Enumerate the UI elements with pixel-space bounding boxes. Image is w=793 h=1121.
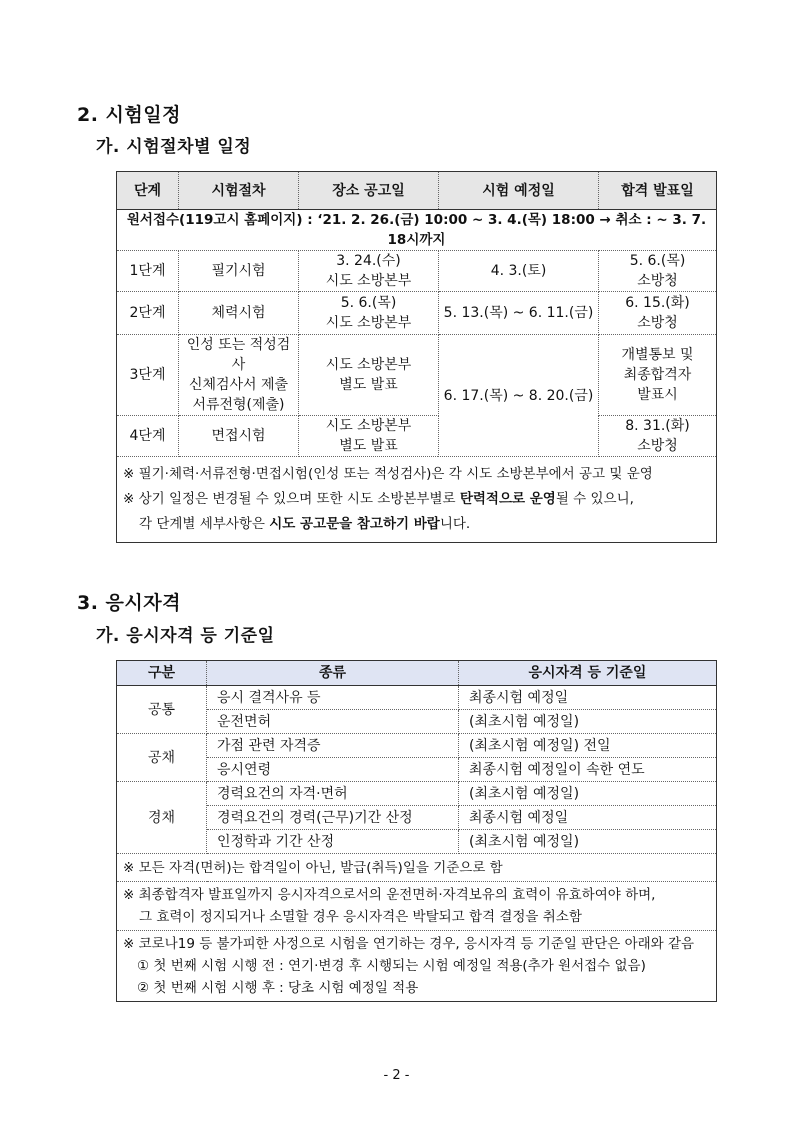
place-cell [299,292,439,335]
table-row [117,734,717,758]
result-date: 8. 31.(화) [625,418,690,434]
application-row [117,210,717,251]
result-line: 발표시 [637,387,678,403]
place-date: 5. 6.(목) [340,295,397,311]
exam-schedule-table [116,171,717,543]
section-3-title: 3. 응시자격 [77,592,181,614]
header-cell: 시험 예정일 [439,172,599,210]
note-line: ② 첫 번째 시험 시행 후 : 당초 시험 예정일 적용 [137,980,419,996]
notes-row [117,882,717,931]
procedure-cell: 면접시험 [179,416,299,457]
procedure-cell: 필기시험 [179,251,299,292]
exam-date-cell: 6. 17.(목) ~ 8. 20.(금) [439,335,599,457]
basis-cell: 최종시험 예정일 [459,806,717,830]
procedure-cell: 체력시험 [179,292,299,335]
item-cell: 경력요건의 경력(근무)기간 산정 [207,806,459,830]
note-text: ※ 상기 일정은 변경될 수 있으며 또한 시도 소방본부별로 [123,491,460,507]
result-date: 5. 6.(목) [629,253,686,269]
stage-cell: 1단계 [117,251,179,292]
group-cell: 공통 [117,686,207,734]
basis-cell: (최초시험 예정일) [459,782,717,806]
table-row [117,710,717,734]
section-2-subtitle: 가. 시험절차별 일정 [96,137,252,157]
note-cell: ※ 모든 자격(면허)는 합격일이 아닌, 발급(취득)일을 기준으로 함 [117,854,717,882]
table-row [117,806,717,830]
application-period: 원서접수(119고시 홈페이지) : ‘21. 2. 26.(금) 10:00 ~ 3. 4.(목) 18:00 → 취소 : ~ 3. 7. 18시까지 [117,210,717,251]
notes-row [117,931,717,1002]
place-note: 별도 발표 [339,438,398,454]
result-cell [599,292,717,335]
procedure-line: 인성 또는 적성검사 [186,337,291,373]
item-cell: 경력요건의 자격·면허 [207,782,459,806]
basis-cell: (최초시험 예정일) 전일 [459,734,717,758]
group-cell: 경채 [117,782,207,854]
procedure-cell [179,335,299,416]
notes-row [117,457,717,543]
schedule-notes [117,457,717,543]
place-cell [299,335,439,416]
table-row [117,758,717,782]
exam-date-cell: 5. 13.(목) ~ 6. 11.(금) [439,292,599,335]
note-line [123,487,710,512]
header-cell: 단계 [117,172,179,210]
note-cell [117,882,717,931]
result-org: 소방청 [637,315,678,331]
table-row [117,686,717,710]
header-cell: 장소 공고일 [299,172,439,210]
place-cell [299,251,439,292]
item-cell: 인정학과 기간 산정 [207,830,459,854]
stage-cell: 3단계 [117,335,179,416]
place-date: 3. 24.(수) [336,253,401,269]
note-line: ※ 필기·체력·서류전형·면접시험(인성 또는 적성검사)은 각 시도 소방본부에서 공고 및 운영 [123,466,653,482]
place-org: 시도 소방본부 [325,315,412,331]
stage-cell: 2단계 [117,292,179,335]
note-line: 그 효력이 정지되거나 소멸할 경우 응시자격은 박탈되고 합격 결정을 취소함 [139,909,582,925]
note-emphasis: 시도 공고문을 참고하기 바랍 [269,516,440,532]
header-cell: 구분 [117,661,207,686]
notes-row [117,854,717,882]
note-text: 될 수 있으니, [555,491,634,507]
result-cell [599,335,717,416]
result-line: 최종합격자 [623,367,692,383]
section-2-title: 2. 시험일정 [77,104,181,126]
basis-cell: (최초시험 예정일) [459,710,717,734]
header-cell: 종류 [207,661,459,686]
place-org: 시도 소방본부 [325,273,412,289]
result-cell [599,251,717,292]
note-line: ① 첫 번째 시험 시행 전 : 연기·변경 후 시행되는 시험 예정일 적용(추가 원서접수 없음) [137,958,646,974]
result-line: 개별통보 및 [621,347,694,363]
table-header-row [117,661,717,686]
basis-cell: 최종시험 예정일이 속한 연도 [459,758,717,782]
exam-date-cell: 4. 3.(토) [439,251,599,292]
table-header-row [117,172,717,210]
eligibility-table [116,660,717,1002]
procedure-line: 서류전형(제출) [192,397,285,413]
note-line: ※ 최종합격자 발표일까지 응시자격으로서의 운전면허·자격보유의 효력이 유효하여야 하며, [123,887,656,903]
result-cell [599,416,717,457]
table-row [117,416,717,457]
note-text: 니다. [439,516,471,532]
place-org: 시도 소방본부 [325,418,412,434]
stage-cell: 4단계 [117,416,179,457]
note-text: 각 단계별 세부사항은 [139,516,270,532]
note-line [123,512,710,537]
note-emphasis: 탄력적으로 운영 [459,491,556,507]
note-cell [117,931,717,1002]
table-row [117,782,717,806]
item-cell: 가점 관련 자격증 [207,734,459,758]
basis-cell: 최종시험 예정일 [459,686,717,710]
result-org: 소방청 [637,273,678,289]
place-note: 별도 발표 [339,377,398,393]
group-cell: 공채 [117,734,207,782]
basis-cell: (최초시험 예정일) [459,830,717,854]
section-3-subtitle: 가. 응시자격 등 기준일 [96,626,275,646]
item-cell: 응시연령 [207,758,459,782]
header-cell: 응시자격 등 기준일 [459,661,717,686]
item-cell: 운전면허 [207,710,459,734]
table-row [117,292,717,335]
table-row [117,335,717,416]
result-org: 소방청 [637,438,678,454]
item-cell: 응시 결격사유 등 [207,686,459,710]
table-row [117,251,717,292]
table-row [117,830,717,854]
page-number: - 2 - [383,1068,410,1083]
result-date: 6. 15.(화) [625,295,690,311]
note-line: ※ 코로나19 등 불가피한 사정으로 시험을 연기하는 경우, 응시자격 등 기준일 판단은 아래와 같음 [123,936,695,952]
place-org: 시도 소방본부 [325,357,412,373]
place-cell [299,416,439,457]
procedure-line: 신체검사서 제출 [188,377,289,393]
header-cell: 합격 발표일 [599,172,717,210]
header-cell: 시험절차 [179,172,299,210]
